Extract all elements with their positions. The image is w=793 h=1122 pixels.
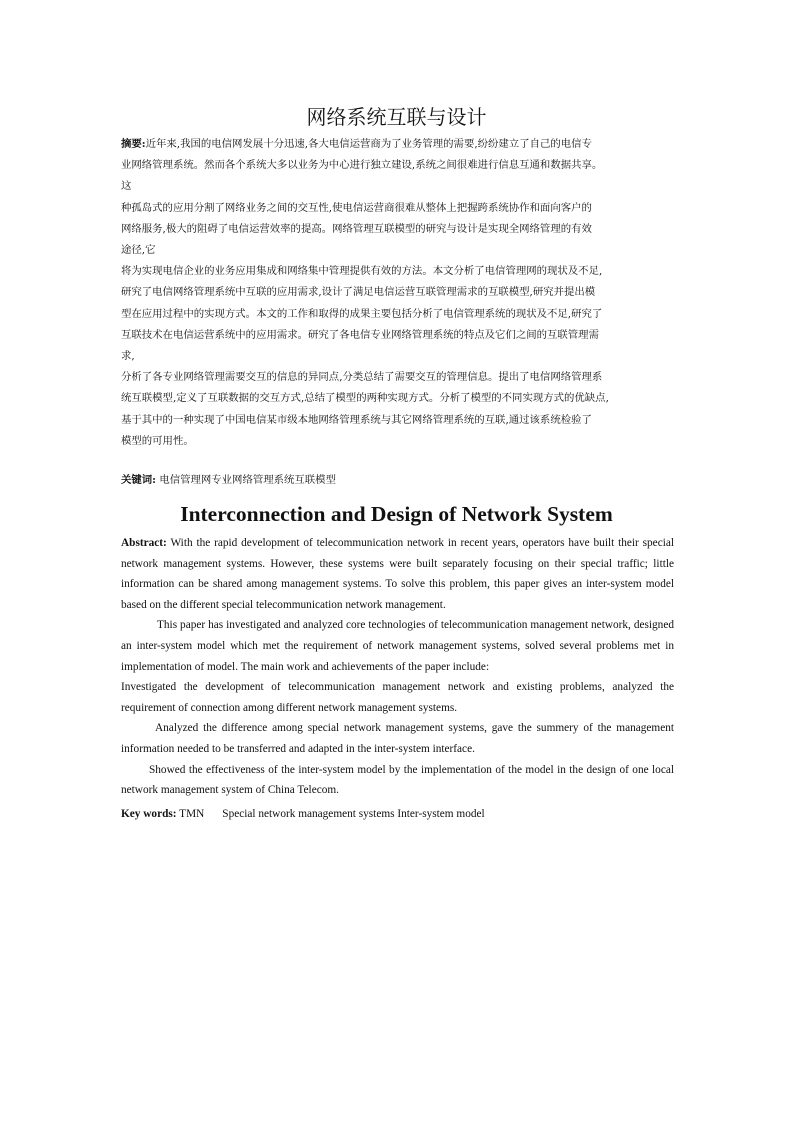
paragraph-5: Showed the effectiveness of the inter-system model by the implementation of the model in the design of one local network management system of China Telecom. (121, 763, 674, 797)
abstract-line: 网络服务,极大的阻碍了电信运营效率的提高。网络管理互联模型的研究与设计是实现全网络管理的有效 (121, 222, 592, 235)
keyword-rest: Special network management systems Inter-system model (222, 808, 485, 820)
keywords-label-en: Key words: (121, 808, 177, 820)
english-abstract (121, 533, 674, 801)
chinese-abstract (121, 134, 674, 452)
abstract-line: 分析了各专业网络管理需要交互的信息的异同点,分类总结了需要交互的管理信息。提出了电信网络管理系 (121, 371, 603, 384)
paragraph-2: This paper has investigated and analyzed core technologies of telecommunication management network, designed an inter-system model which met the requirement of network management systems, solved several problems met in implementation of model. The main work and achievements of the paper include: (121, 619, 674, 673)
abstract-line: 这 (121, 180, 132, 193)
keyword-tmn: TMN (179, 808, 205, 820)
abstract-label: 摘要: (121, 138, 146, 150)
paragraph-3: Investigated the development of telecommunication management network and existing problems, analyzed the requirement of connection among different network management systems. (121, 681, 674, 714)
abstract-line: 模型的可用性。 (121, 434, 194, 447)
chinese-keywords (121, 470, 674, 491)
english-keywords (121, 804, 485, 824)
chinese-title: 网络系统互联与设计 (306, 105, 487, 129)
english-title: Interconnection and Design of Network System (180, 502, 613, 526)
abstract-paragraph: Abstract: With the rapid development of telecommunication network in recent years, operators have built their special network management systems. However, these systems were built separately focusing on their special traffic; little information can be shared among management systems. To solve this problem, this paper gives an inter-system model based on the different special telecommunication network management. (121, 537, 674, 611)
abstract-line: 业网络管理系统。然而各个系统大多以业务为中心进行独立建设,系统之间很难进行信息互通和数据共享。 (121, 159, 603, 172)
abstract-line: 互联技术在电信运营系统中的应用需求。研究了各电信专业网络管理系统的特点及它们之间的互联管理需 (121, 328, 599, 341)
keywords-text: 电信管理网专业网络管理系统互联模型 (159, 474, 336, 486)
abstract-label-en: Abstract: (121, 537, 167, 549)
abstract-line: 将为实现电信企业的业务应用集成和网络集中管理提供有效的方法。本文分析了电信管理网的现状及不足, (121, 265, 603, 278)
abstract-line: 求, (121, 350, 135, 363)
abstract-line: 基于其中的一种实现了中国电信某市级本地网络管理系统与其它网络管理系统的互联,通过该系统检验了 (121, 413, 592, 426)
abstract-line: 摘要:近年来,我国的电信网发展十分迅速,各大电信运营商为了业务管理的需要,纷纷建立了自己的电信专 (121, 138, 592, 150)
abstract-line: 型在应用过程中的实现方式。本文的工作和取得的成果主要包括分析了电信管理系统的现状及不足,研究了 (121, 307, 603, 320)
abstract-line: 研究了电信网络管理系统中互联的应用需求,设计了满足电信运营互联管理需求的互联模型,研究并提出模 (121, 286, 596, 299)
keywords-label: 关键词: (121, 474, 157, 486)
abstract-line: 统互联模型,定义了互联数据的交互方式,总结了模型的两种实现方式。分析了模型的不同实现方式的优缺点, (121, 392, 609, 405)
abstract-line: 途径,它 (121, 244, 156, 257)
paragraph-4: Analyzed the difference among special network management systems, gave the summery of the management information needed to be transferred and adapted in the inter-system interface. (121, 722, 674, 755)
abstract-line: 种孤岛式的应用分割了网络业务之间的交互性,使电信运营商很难从整体上把握跨系统协作和面向客户的 (121, 201, 592, 214)
